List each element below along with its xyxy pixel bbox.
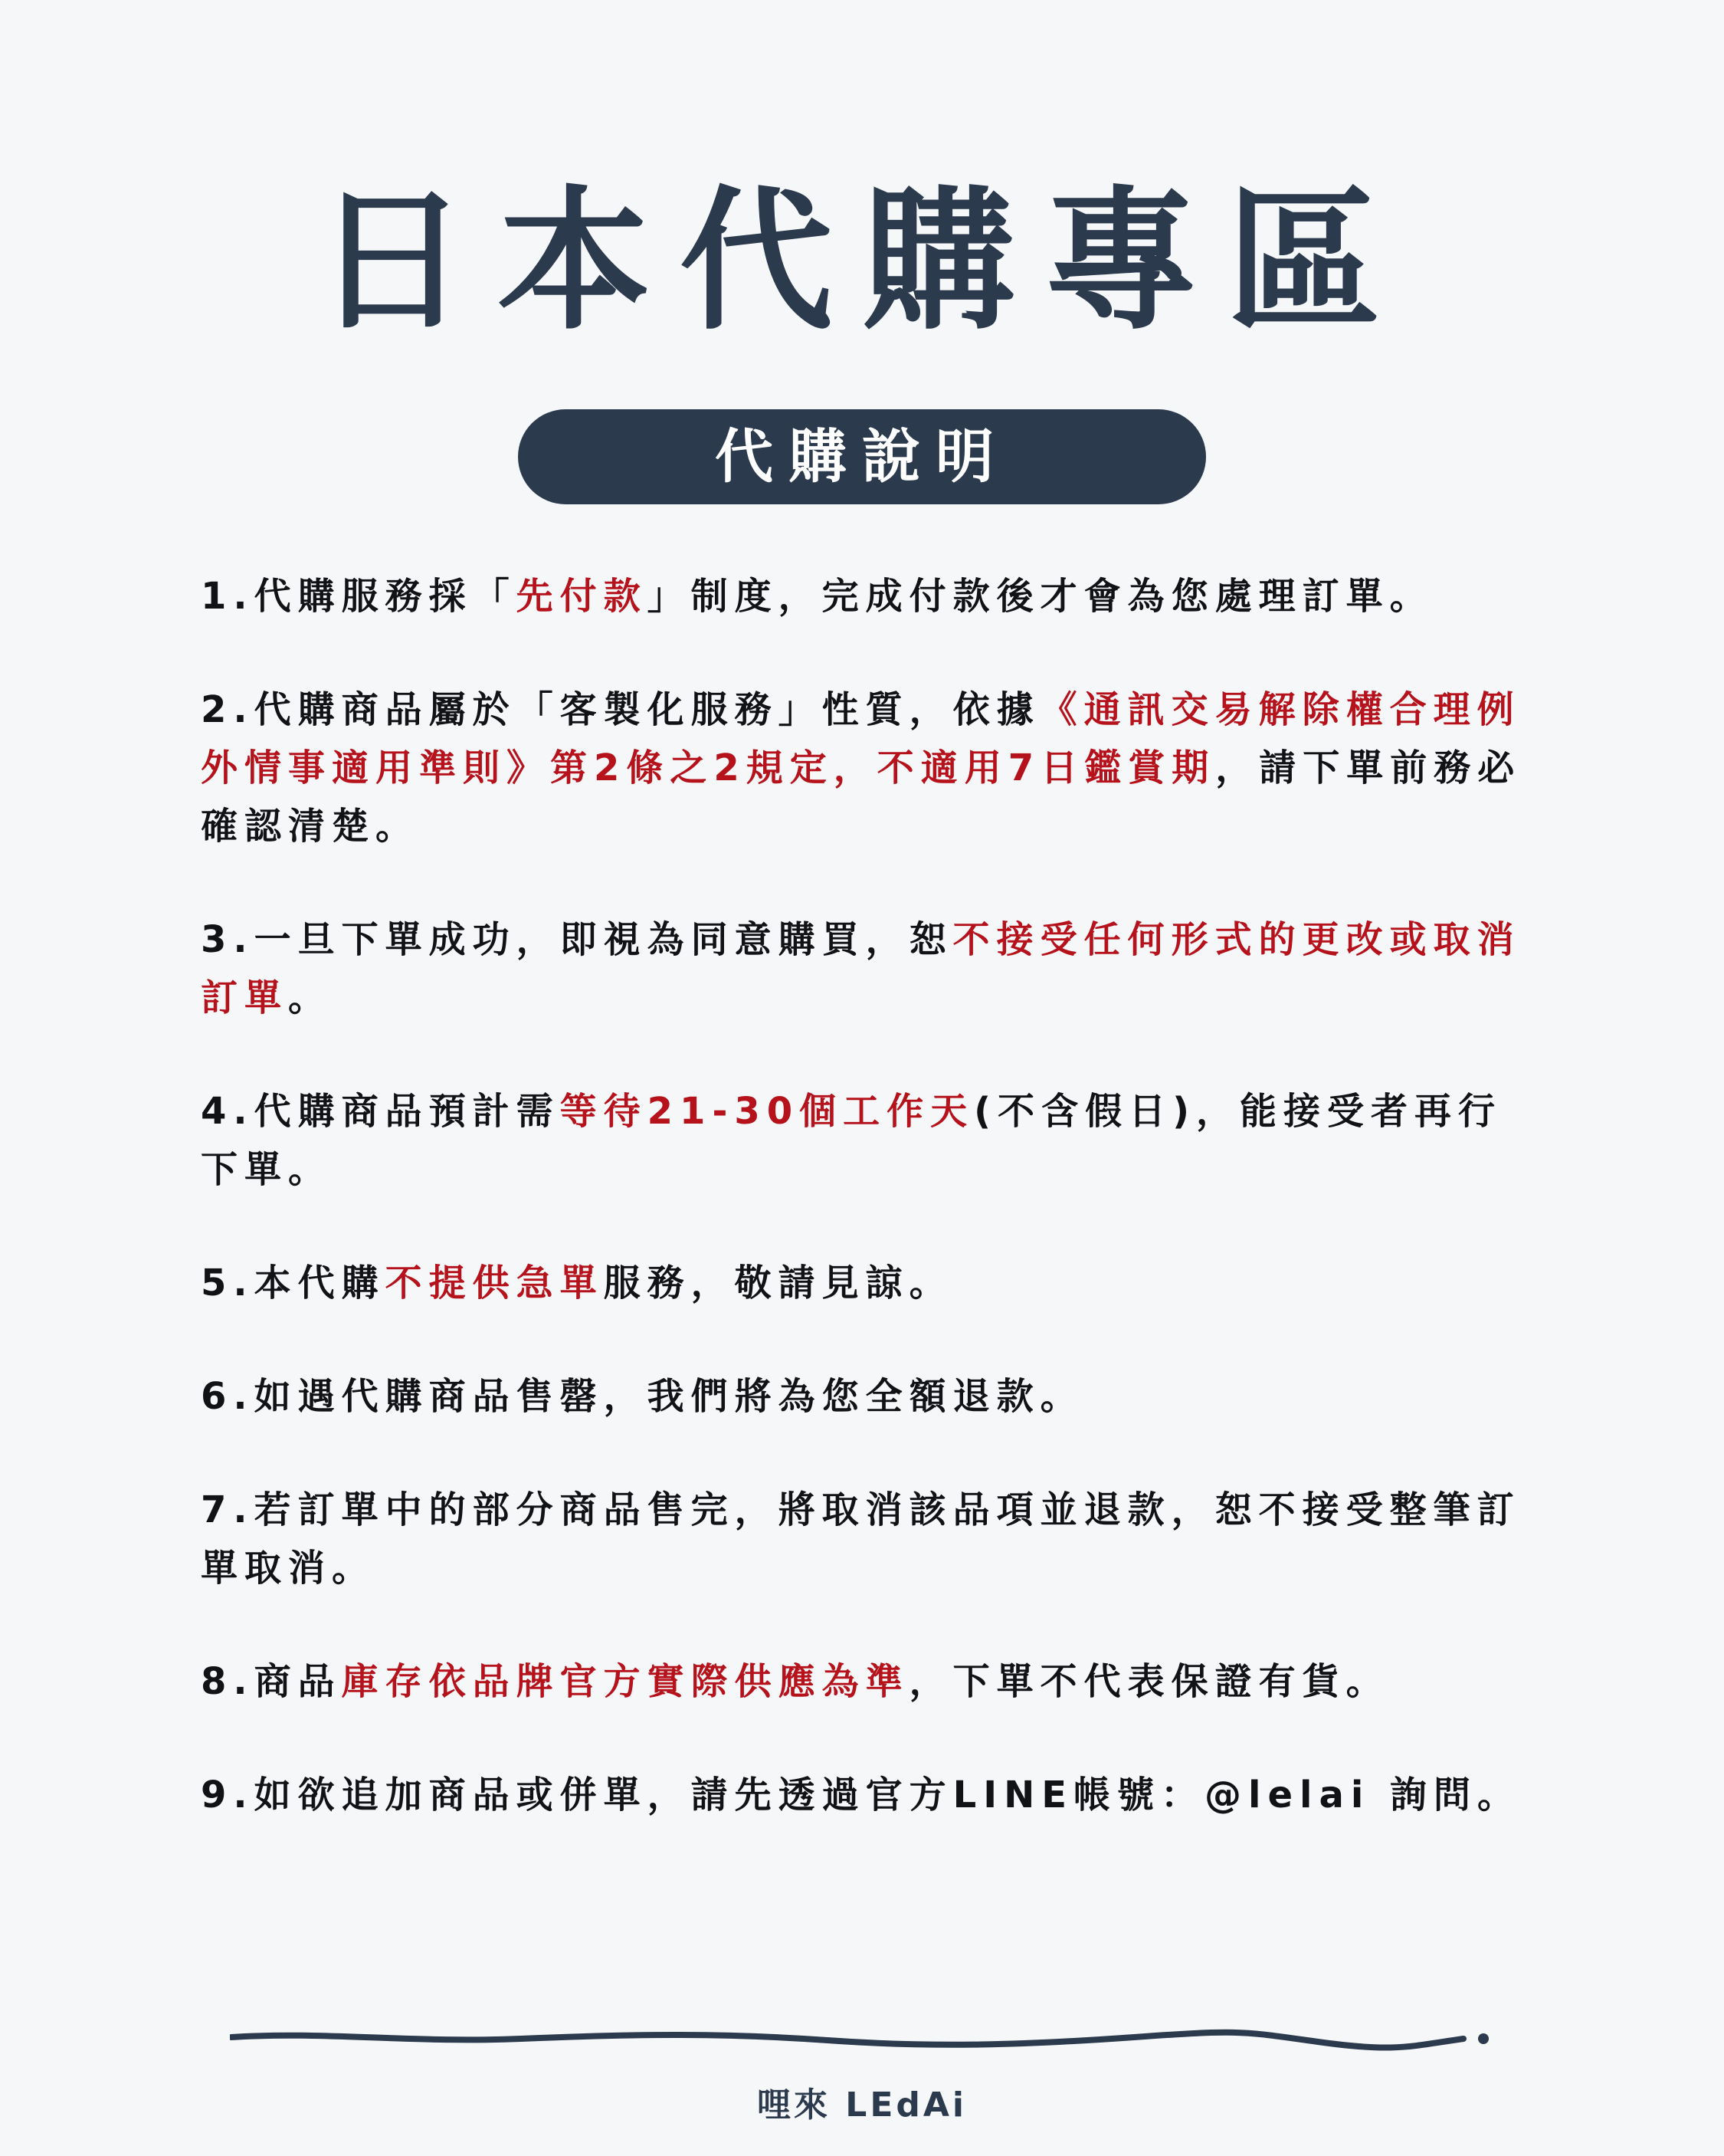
rule-text: 1.代購服務採「 — [201, 575, 516, 618]
page-title: 日本代購專區 — [314, 172, 1409, 351]
rule-text: 4.代購商品預計需 — [201, 1090, 560, 1133]
rule-highlight: 先付款 — [516, 575, 647, 618]
rule-text: 5.本代購 — [201, 1262, 385, 1304]
brand-logo: 哩來 LEdAi — [756, 2085, 968, 2125]
rule-item-5 — [201, 1254, 1534, 1312]
rule-text: 7.若訂單中的部分商品售完，將取消該品項並退款，恕不接受整筆訂單取消。 — [201, 1488, 1521, 1590]
rule-text: 」制度，完成付款後才會為您處理訂單。 — [647, 575, 1434, 618]
rule-item-8 — [201, 1652, 1534, 1711]
rule-text: 。 — [288, 976, 333, 1019]
rule-item-7 — [201, 1481, 1534, 1597]
rule-highlight: 庫存依品牌官方實際供應為準 — [341, 1660, 910, 1703]
rule-item-4 — [201, 1082, 1534, 1199]
rule-highlight: 不接受任何形式的更改或取消訂單 — [201, 918, 1521, 1019]
rule-text: 3.一旦下單成功，即視為同意購買，恕 — [201, 918, 953, 961]
rule-highlight: 不提供急單 — [385, 1262, 604, 1304]
section-title: 代購說明 — [715, 422, 1009, 491]
rule-item-6 — [201, 1367, 1534, 1426]
rule-text: 2.代購商品屬於「客製化服務」性質，依據 — [201, 688, 1041, 731]
rule-text: ，下單不代表保證有貨。 — [909, 1660, 1390, 1703]
rules-list — [201, 567, 1534, 1824]
rule-text: 8.商品 — [201, 1660, 342, 1703]
section-banner — [518, 409, 1206, 504]
wavy-divider — [230, 2023, 1494, 2054]
rule-text: ，請下單前務必確認清楚。 — [201, 747, 1522, 848]
rule-item-2 — [201, 681, 1534, 855]
rule-item-3 — [201, 911, 1534, 1027]
rule-item-9 — [201, 1766, 1534, 1824]
rule-item-1 — [201, 567, 1534, 625]
rule-text: 服務，敬請見諒。 — [603, 1262, 953, 1304]
rule-text: 6.如遇代購商品售罄，我們將為您全額退款。 — [201, 1375, 1084, 1418]
rule-highlight: 《通訊交易解除權合理例外情事適用準則》第2條之2規定，不適用7日鑑賞期 — [201, 688, 1521, 789]
rule-highlight: 等待21-30個工作天 — [559, 1090, 975, 1133]
rule-text: (不含假日)，能接受者再行下單。 — [201, 1090, 1503, 1191]
rule-text: 9.如欲追加商品或併單，請先透過官方LINE帳號：@lelai 詢問。 — [201, 1774, 1522, 1816]
